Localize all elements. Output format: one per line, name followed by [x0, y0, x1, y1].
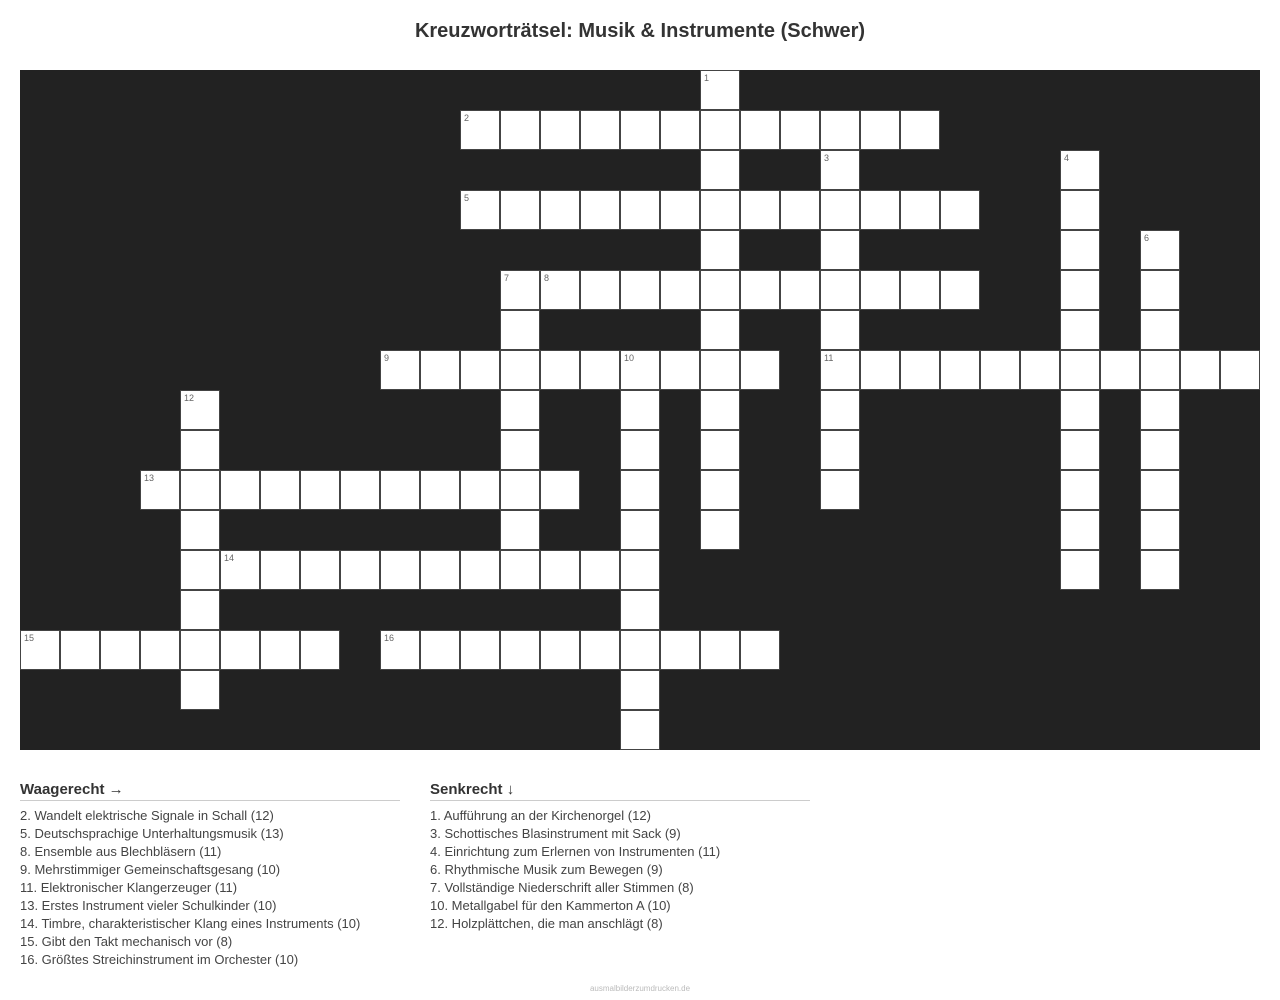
grid-cell[interactable]: [340, 470, 380, 510]
clue-number: 8: [544, 273, 550, 283]
grid-cell[interactable]: [540, 630, 580, 670]
across-clues: [20, 781, 400, 969]
grid-cell[interactable]: [820, 150, 860, 190]
grid-cell[interactable]: [500, 510, 540, 550]
grid-cell[interactable]: [1140, 310, 1180, 350]
grid-cell[interactable]: [700, 70, 740, 110]
grid-cell[interactable]: [1060, 190, 1100, 230]
grid-cell[interactable]: [1220, 350, 1260, 390]
clue-number: 3: [824, 153, 830, 163]
grid-cell[interactable]: [420, 550, 460, 590]
grid-cell[interactable]: [500, 550, 540, 590]
grid-cell[interactable]: [540, 270, 580, 310]
grid-cell[interactable]: [540, 550, 580, 590]
grid-cell[interactable]: [460, 110, 500, 150]
grid-cell[interactable]: [380, 630, 420, 670]
grid-cell[interactable]: [100, 630, 140, 670]
grid-cell[interactable]: [740, 630, 780, 670]
grid-cell[interactable]: [540, 110, 580, 150]
grid-cell[interactable]: [1060, 470, 1100, 510]
grid-cell[interactable]: [540, 350, 580, 390]
across-clue: 15. Gibt den Takt mechanisch vor (8): [20, 934, 233, 949]
down-clue: 3. Schottisches Blasinstrument mit Sack (9): [430, 826, 681, 841]
grid-cell[interactable]: [1140, 230, 1180, 270]
across-clue: 14. Timbre, charakteristischer Klang eines Instruments (10): [20, 916, 361, 931]
clue-number: 13: [144, 473, 155, 483]
grid-cell[interactable]: [500, 470, 540, 510]
grid-cell[interactable]: [660, 110, 700, 150]
grid-cell[interactable]: [620, 470, 660, 510]
grid-cell[interactable]: [700, 190, 740, 230]
grid-cell[interactable]: [700, 430, 740, 470]
grid-cell[interactable]: [580, 630, 620, 670]
grid-cell[interactable]: [740, 110, 780, 150]
grid-cell[interactable]: [780, 190, 820, 230]
grid-cell[interactable]: [20, 630, 60, 670]
grid-cell[interactable]: [1140, 550, 1180, 590]
grid-cell[interactable]: [380, 350, 420, 390]
down-clue: 7. Vollständige Niederschrift aller Stimmen (8): [430, 880, 694, 895]
grid-cell[interactable]: [540, 190, 580, 230]
grid-cell[interactable]: [420, 630, 460, 670]
grid-cell[interactable]: [620, 510, 660, 550]
grid-cell[interactable]: [180, 550, 220, 590]
across-clue: 8. Ensemble aus Blechbläsern (11): [20, 844, 222, 859]
grid-cell[interactable]: [1060, 310, 1100, 350]
grid-cell[interactable]: [740, 190, 780, 230]
grid-cell[interactable]: [620, 630, 660, 670]
grid-cell[interactable]: [1060, 230, 1100, 270]
grid-cell[interactable]: [1020, 350, 1060, 390]
grid-cell[interactable]: [820, 350, 860, 390]
down-clues: [430, 781, 810, 933]
grid-cell[interactable]: [300, 470, 340, 510]
grid-cell[interactable]: [500, 630, 540, 670]
grid-cell[interactable]: [1060, 550, 1100, 590]
clue-number: 4: [1064, 153, 1070, 163]
grid-cell[interactable]: [1060, 510, 1100, 550]
grid-cell[interactable]: [700, 310, 740, 350]
grid-cell[interactable]: [500, 310, 540, 350]
grid-cell[interactable]: [420, 470, 460, 510]
grid-cell[interactable]: [180, 510, 220, 550]
grid-cell[interactable]: [1060, 270, 1100, 310]
clue-number: 9: [384, 353, 390, 363]
grid-cell[interactable]: [220, 550, 260, 590]
grid-cell[interactable]: [260, 470, 300, 510]
grid-cell[interactable]: [1060, 150, 1100, 190]
grid-cell[interactable]: [900, 190, 940, 230]
grid-cell[interactable]: [500, 430, 540, 470]
grid-cell[interactable]: [580, 190, 620, 230]
grid-cell[interactable]: [180, 390, 220, 430]
grid-cell[interactable]: [260, 630, 300, 670]
grid-cell[interactable]: [460, 190, 500, 230]
across-clue: 5. Deutschsprachige Unterhaltungsmusik (13): [20, 826, 284, 841]
grid-cell[interactable]: [820, 430, 860, 470]
grid-cell[interactable]: [140, 470, 180, 510]
clue-number: 15: [24, 633, 35, 643]
grid-cell[interactable]: [580, 110, 620, 150]
grid-cell[interactable]: [620, 550, 660, 590]
grid-cell[interactable]: [940, 270, 980, 310]
footer-credit: ausmalbilderzumdrucken.de: [589, 984, 691, 993]
down-clue: 4. Einrichtung zum Erlernen von Instrumenten (11): [430, 844, 721, 859]
grid-cell[interactable]: [300, 630, 340, 670]
puzzle-title: Kreuzworträtsel: Musik & Instrumente (Schwer): [414, 20, 866, 42]
grid-cell[interactable]: [1060, 390, 1100, 430]
clue-number: 7: [504, 273, 510, 283]
grid-cell[interactable]: [620, 670, 660, 710]
grid-cell[interactable]: [140, 630, 180, 670]
grid-cell[interactable]: [780, 110, 820, 150]
grid-cell[interactable]: [1140, 390, 1180, 430]
across-clue: 2. Wandelt elektrische Signale in Schall (12): [20, 808, 274, 823]
grid-cell[interactable]: [660, 270, 700, 310]
grid-cell[interactable]: [620, 590, 660, 630]
grid-cell[interactable]: [460, 350, 500, 390]
grid-cell[interactable]: [540, 470, 580, 510]
grid-cell[interactable]: [620, 350, 660, 390]
grid-cell[interactable]: [740, 350, 780, 390]
grid-cell[interactable]: [700, 390, 740, 430]
grid-cell[interactable]: [580, 350, 620, 390]
grid-cell[interactable]: [860, 190, 900, 230]
grid-cell[interactable]: [660, 350, 700, 390]
grid-cell[interactable]: [740, 270, 780, 310]
down-clue: 10. Metallgabel für den Kammerton A (10): [430, 898, 671, 913]
grid-cell[interactable]: [860, 270, 900, 310]
grid-cell[interactable]: [180, 590, 220, 630]
grid-cell[interactable]: [820, 230, 860, 270]
grid-cell[interactable]: [940, 190, 980, 230]
down-heading: Senkrecht ↓: [430, 781, 810, 801]
grid-cell[interactable]: [860, 350, 900, 390]
grid-cell[interactable]: [1060, 350, 1100, 390]
grid-cell[interactable]: [220, 630, 260, 670]
grid-cell[interactable]: [700, 230, 740, 270]
grid-cell[interactable]: [500, 190, 540, 230]
grid-cell[interactable]: [780, 270, 820, 310]
grid-cell[interactable]: [660, 190, 700, 230]
grid-cell[interactable]: [60, 630, 100, 670]
down-clue: 1. Aufführung an der Kirchenorgel (12): [430, 808, 651, 823]
grid-cell[interactable]: [700, 270, 740, 310]
grid-cell[interactable]: [700, 630, 740, 670]
grid-cell[interactable]: [980, 350, 1020, 390]
grid-cell[interactable]: [1140, 350, 1180, 390]
grid-cell[interactable]: [220, 470, 260, 510]
grid-cell[interactable]: [180, 470, 220, 510]
grid-cell[interactable]: [1060, 430, 1100, 470]
grid-cell[interactable]: [340, 550, 380, 590]
grid-cell[interactable]: [660, 630, 700, 670]
grid-cell[interactable]: [460, 550, 500, 590]
grid-cell[interactable]: [820, 390, 860, 430]
clue-number: 16: [384, 633, 395, 643]
grid-cell[interactable]: [180, 630, 220, 670]
grid-cell[interactable]: [500, 270, 540, 310]
grid-cell[interactable]: [620, 710, 660, 750]
clue-number: 2: [464, 113, 470, 123]
grid-cell[interactable]: [460, 630, 500, 670]
grid-cell[interactable]: [620, 190, 660, 230]
clue-number: 11: [824, 353, 834, 363]
grid-cell[interactable]: [300, 550, 340, 590]
clue-number: 6: [1144, 233, 1150, 243]
grid-cell[interactable]: [620, 270, 660, 310]
grid-cell[interactable]: [380, 550, 420, 590]
grid-cell[interactable]: [420, 350, 460, 390]
grid-cell[interactable]: [620, 430, 660, 470]
grid-cell[interactable]: [700, 150, 740, 190]
grid-cell[interactable]: [580, 270, 620, 310]
clue-number: 12: [184, 393, 195, 403]
grid-cell[interactable]: [820, 310, 860, 350]
grid-cell[interactable]: [820, 470, 860, 510]
grid-cell[interactable]: [700, 350, 740, 390]
grid-cell[interactable]: [900, 110, 940, 150]
grid-cell[interactable]: [820, 110, 860, 150]
grid-cell[interactable]: [460, 470, 500, 510]
down-clue: 6. Rhythmische Musik zum Bewegen (9): [430, 862, 663, 877]
grid-cell[interactable]: [700, 470, 740, 510]
grid-cell[interactable]: [620, 110, 660, 150]
grid-cell[interactable]: [940, 350, 980, 390]
across-clue: 13. Erstes Instrument vieler Schulkinder (10): [20, 898, 277, 913]
across-clue: 16. Größtes Streichinstrument im Orchester (10): [20, 952, 299, 967]
across-heading: Waagerecht →: [20, 781, 400, 801]
grid-cell[interactable]: [700, 510, 740, 550]
grid-cell[interactable]: [260, 550, 300, 590]
clue-number: 5: [464, 193, 470, 203]
grid-cell[interactable]: [580, 550, 620, 590]
grid-cell[interactable]: [180, 430, 220, 470]
grid-cell[interactable]: [1140, 470, 1180, 510]
grid-cell[interactable]: [1140, 430, 1180, 470]
across-clue: 9. Mehrstimmiger Gemeinschaftsgesang (10): [20, 862, 281, 877]
clue-number: 14: [224, 553, 235, 563]
grid-cell[interactable]: [500, 110, 540, 150]
grid-cell[interactable]: [1140, 510, 1180, 550]
grid-cell[interactable]: [820, 270, 860, 310]
grid-cell[interactable]: [900, 350, 940, 390]
grid-cell[interactable]: [1180, 350, 1220, 390]
grid-cell[interactable]: [1140, 270, 1180, 310]
grid-cell[interactable]: [380, 470, 420, 510]
clue-number: 1: [704, 73, 710, 83]
clue-number: 10: [624, 353, 635, 363]
grid-cell[interactable]: [620, 390, 660, 430]
grid-cell[interactable]: [1100, 350, 1140, 390]
crossword-grid: [20, 70, 1260, 750]
grid-cell[interactable]: [500, 350, 540, 390]
grid-cell[interactable]: [700, 110, 740, 150]
grid-cell[interactable]: [500, 390, 540, 430]
across-clue: 11. Elektronischer Klangerzeuger (11): [20, 880, 238, 895]
down-clue: 12. Holzplättchen, die man anschlägt (8): [430, 916, 663, 931]
grid-cell[interactable]: [900, 270, 940, 310]
grid-cell[interactable]: [820, 190, 860, 230]
grid-cell[interactable]: [180, 670, 220, 710]
grid-cell[interactable]: [860, 110, 900, 150]
